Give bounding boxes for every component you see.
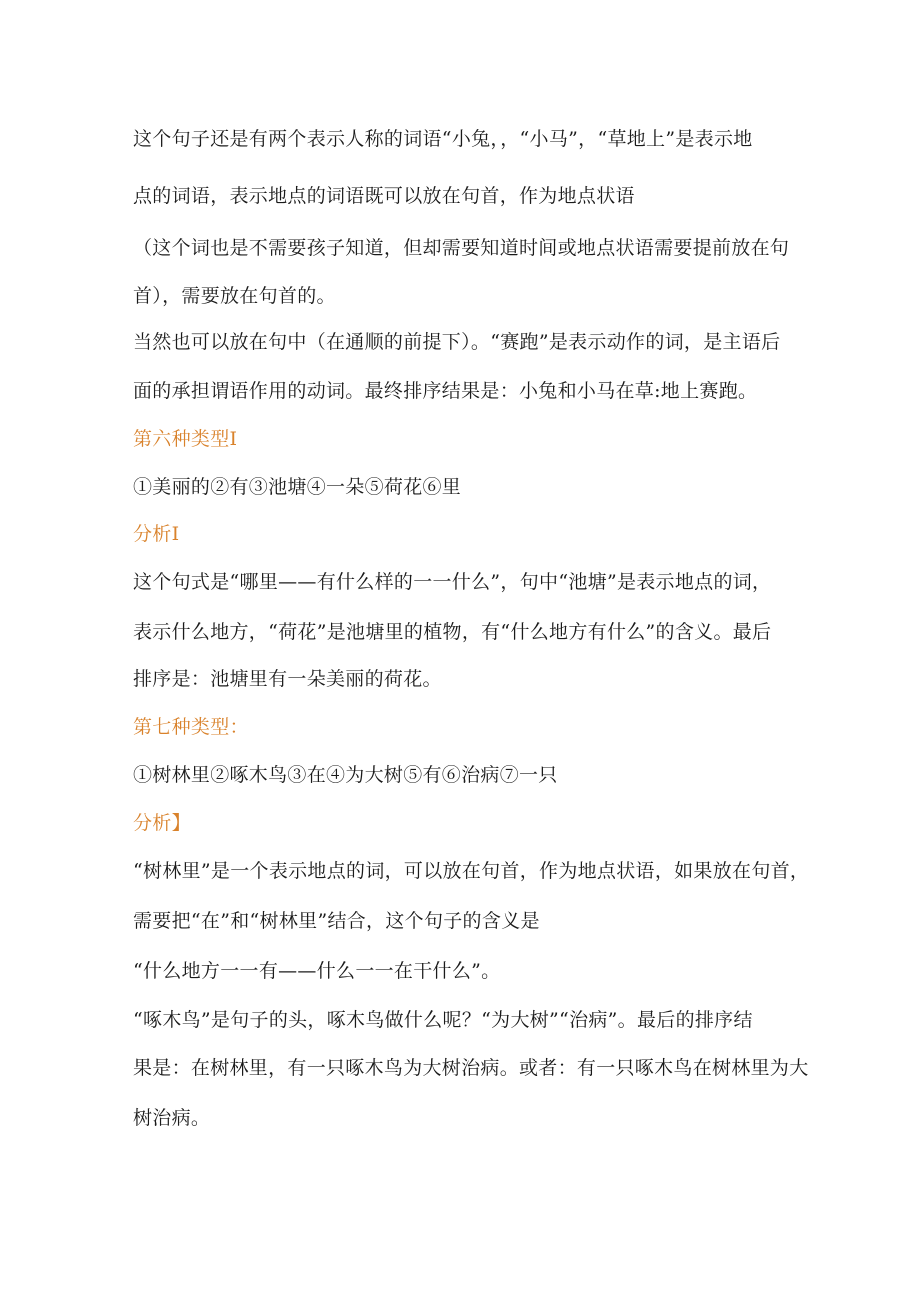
paragraph-line: 首），需要放在句首的。: [133, 285, 336, 307]
paragraph-line: 排序是：池塘里有一朵美丽的荷花。: [133, 668, 442, 690]
question-line: ①树林里②啄木鸟③在④为大树⑤有⑥治病⑦一只: [133, 764, 558, 786]
paragraph-line: 表示什么地方，“荷花”是池塘里的植物，有“什么地方有什么”的含义。最后: [133, 621, 772, 643]
paragraph-line: 这个句子还是有两个表示人称的词语“小兔，，“小马”，“草地上”是表示地: [133, 128, 753, 150]
paragraph-line: “啄木鸟”是句子的头，啄木鸟做什么呢？“为大树”“治病”。最后的排序结: [133, 1009, 753, 1031]
paragraph-line: 需要把“在”和“树林里”结合，这个句子的含义是: [133, 910, 540, 932]
section-heading: 第七种类型：: [133, 716, 249, 738]
paragraph-line: 面的承担谓语作用的动词。最终排序结果是：小兔和小马在草:地上赛跑。: [133, 380, 758, 402]
paragraph-line: 这个句式是“哪里——有什么样的一一什么”，句中“池塘”是表示地点的词，: [133, 571, 772, 593]
section-heading: 分析I: [133, 523, 180, 545]
paragraph-line: 点的词语，表示地点的词语既可以放在句首，作为地点状语: [133, 185, 635, 207]
paragraph-line: 当然也可以放在句中（在通顺的前提下）。“赛跑”是表示动作的词，是主语后: [133, 331, 781, 353]
paragraph-line: （这个词也是不需要孩子知道，但却需要知道时间或地点状语需要提前放在句: [133, 237, 790, 259]
section-heading: 第六种类型I: [133, 428, 238, 450]
paragraph-line: “树林里”是一个表示地点的词，可以放在句首，作为地点状语，如果放在句首，: [133, 860, 810, 882]
paragraph-line: 树治病。: [133, 1107, 211, 1129]
paragraph-line: “什么地方一一有——什么一一在干什么”。: [133, 960, 501, 982]
question-line: ①美丽的②有③池塘④一朵⑤荷花⑥里: [133, 476, 462, 498]
paragraph-line: 果是：在树林里，有一只啄木鸟为大树治病。或者：有一只啄木鸟在树林里为大: [133, 1057, 809, 1079]
section-heading: 分析】: [133, 812, 191, 834]
